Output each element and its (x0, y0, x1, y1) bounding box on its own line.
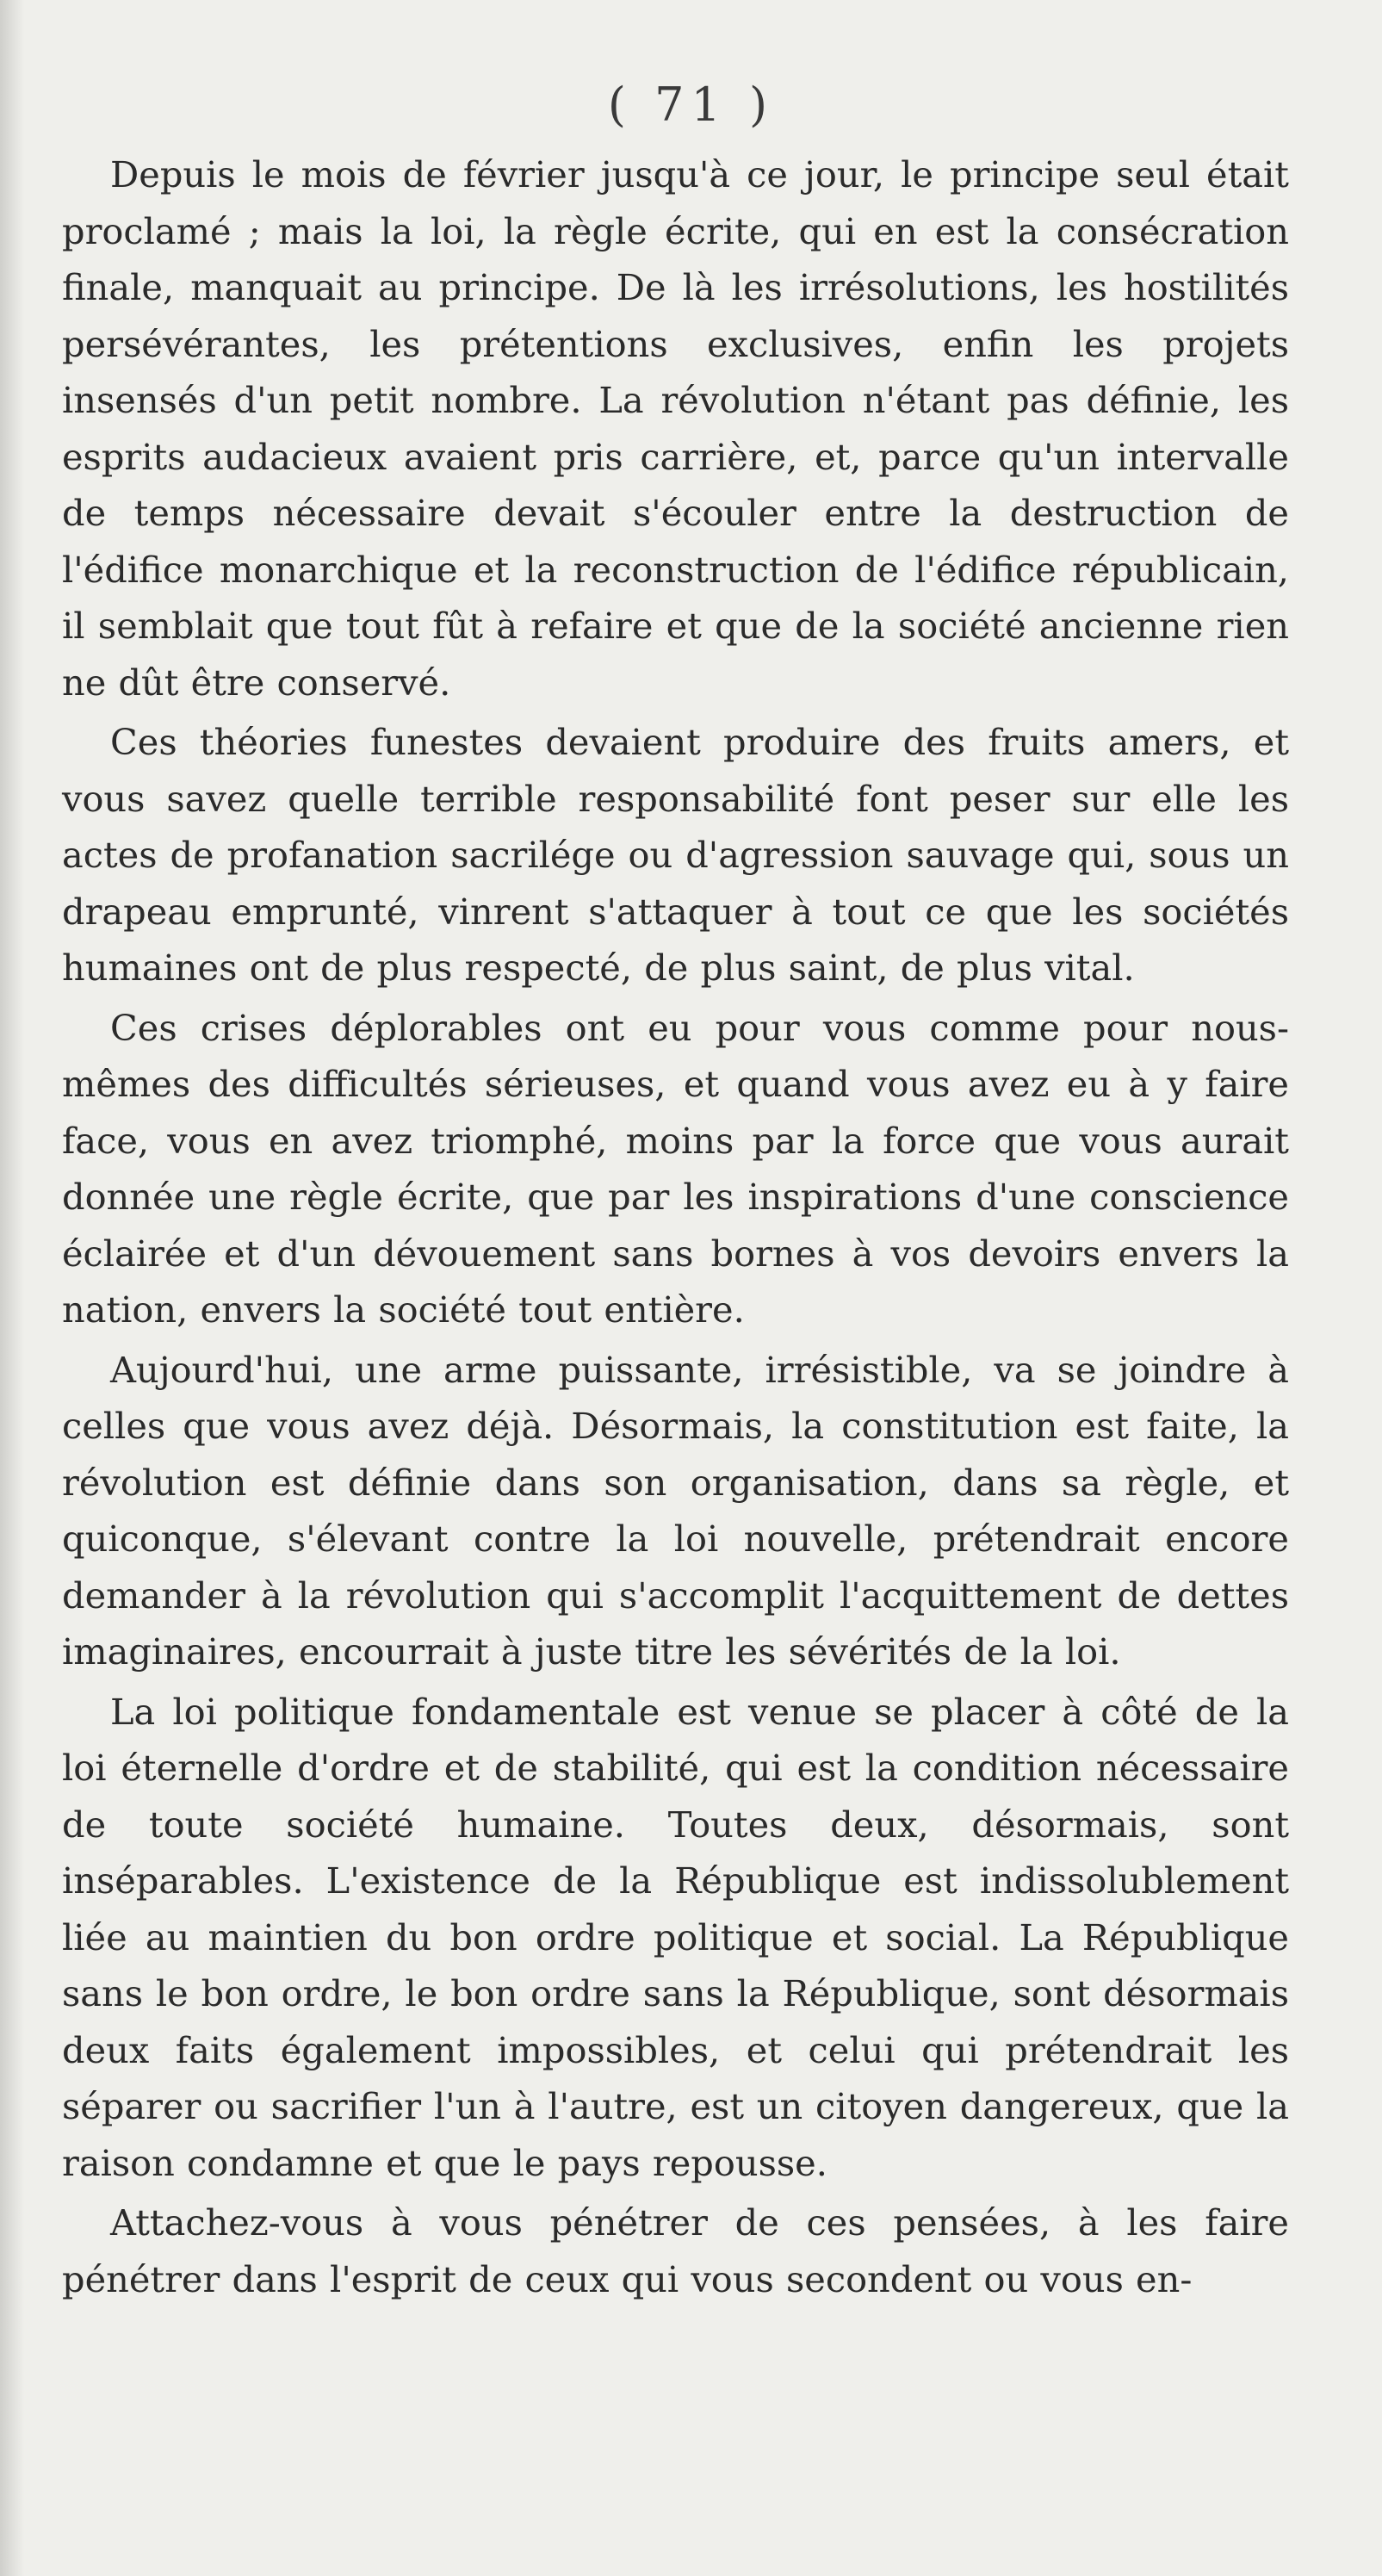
paragraph-4: Aujourd'hui, une arme puissante, irrésistible, va se joindre à celles que vous avez déjà. Désormais, la constitution est faite, la révolution est définie dans son organisation, dans sa règle, et quiconque, s'élevant contre la loi nouvelle, prétendrait encore demander à la révolution qui s'accomplit l'acquittement de dettes imaginaires, encourrait à juste titre les sévérités de la loi. (62, 1348, 1289, 1673)
page-edge-shadow (0, 0, 24, 2576)
body-text (62, 146, 1289, 2311)
paragraph-5: La loi politique fondamentale est venue se placer à côté de la loi éternelle d'ordre et de stabilité, qui est la condition nécessaire de toute société humaine. Toutes deux, désormais, sont inséparables. L'existence de la République est indissolublement liée au maintien du bon ordre politique et social. La République sans le bon ordre, le bon ordre sans la République, sont désormais deux faits également impossibles, et celui qui prétendrait les séparer ou sacrifier l'un à l'autre, est un citoyen dangereux, que la raison condamne et que le pays repousse. (62, 1690, 1289, 2184)
paragraph-6: Attachez-vous à vous pénétrer de ces pensées, à les faire pénétrer dans l'esprit de ceux qui vous secondent ou vous en- (62, 2201, 1289, 2300)
paragraph-3: Ces crises déplorables ont eu pour vous comme pour nous-mêmes des difficultés sérieuses, et quand vous avez eu à y faire face, vous en avez triomphé, moins par la force que vous aurait donnée une règle écrite, que par les inspirations d'une conscience éclairée et d'un dévouement sans bornes à vos devoirs envers la nation, envers la société tout entière. (62, 1006, 1289, 1331)
page-number: ( 71 ) (607, 78, 775, 132)
paragraph-2: Ces théories funestes devaient produire des fruits amers, et vous savez quelle terrible responsabilité font peser sur elle les actes de profanation sacrilége ou d'agression sauvage qui, sous un drapeau emprunté, vinrent s'attaquer à tout ce que les sociétés humaines ont de plus respecté, de plus saint, de plus vital. (62, 721, 1289, 989)
paragraph-1: Depuis le mois de février jusqu'à ce jour, le principe seul était proclamé ; mais la loi, la règle écrite, qui en est la consécration finale, manquait au principe. De là les irrésolutions, les hostilités persévérantes, les prétentions exclusives, enfin les projets insensés d'un petit nombre. La révolution n'étant pas définie, les esprits audacieux avaient pris carrière, et, parce qu'un intervalle de temps nécessaire devait s'écouler entre la destruction de l'édifice monarchique et la reconstruction de l'édifice républicain, il semblait que tout fût à refaire et que de la société ancienne rien ne dût être conservé. (62, 153, 1289, 704)
